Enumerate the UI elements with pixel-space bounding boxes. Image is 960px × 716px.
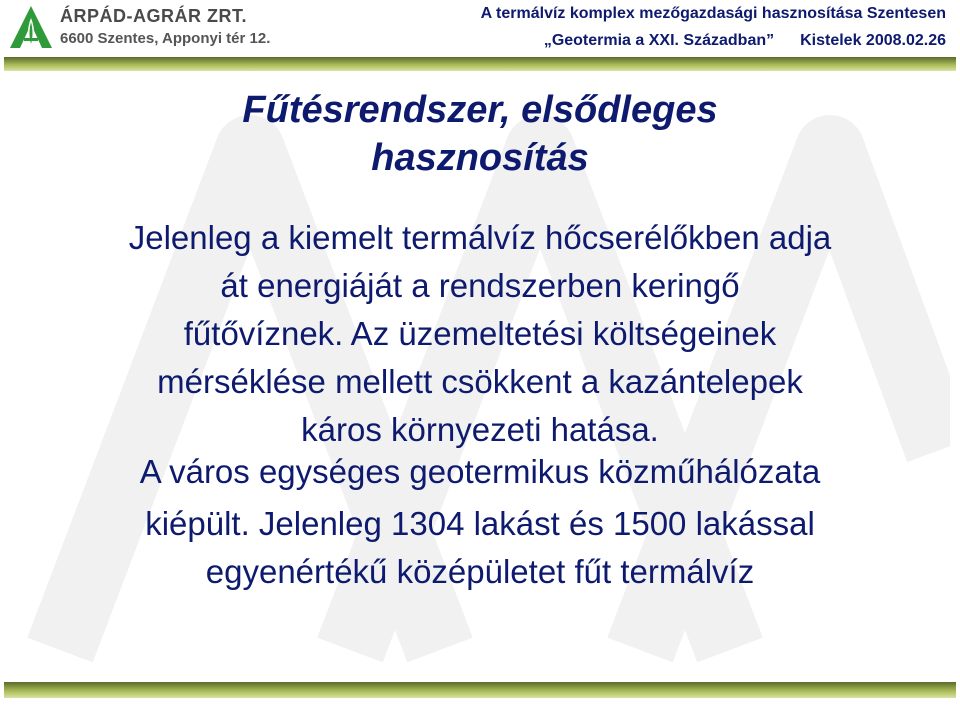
title-line: Fűtésrendszer, elsődleges <box>242 89 718 131</box>
title-line: hasznosítás <box>371 137 589 179</box>
presentation-event <box>544 32 946 50</box>
text-line: egyenértékű középületet fűt termálvíz <box>205 553 755 590</box>
text-line: A város egységes geotermikus közműhálózata <box>139 453 821 490</box>
paragraph-heating <box>30 214 930 454</box>
event-name: „Geotermia a XXI. Században” <box>543 32 775 49</box>
company-name: ÁRPÁD-AGRÁR ZRT. <box>60 6 247 26</box>
slide-title <box>120 86 840 182</box>
company-logo-icon <box>8 4 54 50</box>
text-line: kiépült. Jelenleg 1304 lakást és 1500 lakással <box>145 505 815 542</box>
text-line: át energiáját a rendszerben keringő <box>220 267 740 304</box>
text-line: Jelenleg a kiemelt termálvíz hőcserélőkben adja <box>128 219 832 256</box>
presentation-title: A termálvíz komplex mezőgazdasági hasznosítása Szentesen <box>480 5 946 22</box>
text-line: mérséklése mellett csökkent a kazántelepek <box>157 363 803 400</box>
top-divider-band <box>4 57 956 71</box>
paragraph-network <box>30 448 930 596</box>
header <box>0 0 960 56</box>
company-address: 6600 Szentes, Apponyi tér 12. <box>60 30 271 47</box>
bottom-divider-band <box>4 682 956 698</box>
event-location-date: Kistelek 2008.02.26 <box>800 32 946 49</box>
text-line: káros környezeti hatása. <box>301 411 659 448</box>
text-line: fűtővíznek. Az üzemeltetési költségeinek <box>183 315 777 352</box>
